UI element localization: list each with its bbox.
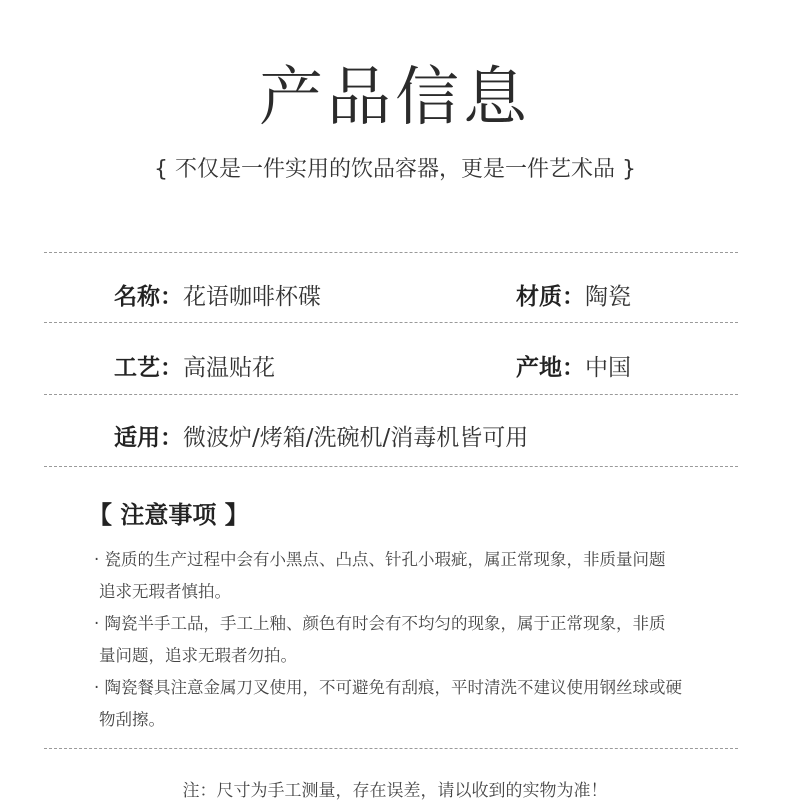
divider [44,322,738,323]
notes-heading: 【 注意事项 】 [88,501,249,529]
spec-material-value: 陶瓷 [585,284,631,310]
note-line: 物刮擦。 [99,710,165,729]
note-line: 量问题，追求无瑕者勿拍。 [99,646,297,665]
footer-note: 注：尺寸为手工测量，存在误差，请以收到的实物为准！ [182,781,608,801]
spec-origin [516,351,631,385]
spec-name [114,280,321,314]
page-title: 产品信息 [259,61,531,135]
divider [44,394,738,395]
spec-usage-label: 适用： [114,425,183,451]
divider [44,466,738,467]
spec-material-label: 材质： [516,284,585,310]
note-item [94,544,754,608]
note-line: · 瓷质的生产过程中会有小黑点、凸点、针孔小瑕疵，属正常现象，非质量问题 [94,550,666,569]
spec-usage-value: 微波炉/烤箱/洗碗机/消毒机皆可用 [183,425,529,451]
divider [44,748,738,749]
spec-name-label: 名称： [114,284,183,310]
spec-craft-value: 高温贴花 [183,355,275,381]
note-line: · 陶瓷半手工品，手工上釉、颜色有时会有不均匀的现象，属于正常现象，非质 [94,614,666,633]
spec-origin-value: 中国 [585,355,631,381]
note-line: 追求无瑕者慎拍。 [99,582,231,601]
note-line: · 陶瓷餐具注意金属刀叉使用，不可避免有刮痕，平时清洗不建议使用钢丝球或硬 [94,678,682,697]
note-item [94,672,754,736]
spec-name-value: 花语咖啡杯碟 [183,284,321,310]
note-item [94,608,754,672]
divider [44,252,738,253]
spec-material [516,280,631,314]
page-subtitle: { 不仅是一件实用的饮品容器，更是一件艺术品 } [154,157,636,182]
spec-craft-label: 工艺： [114,355,183,381]
spec-usage [114,421,528,455]
spec-craft [114,351,275,385]
spec-origin-label: 产地： [516,355,585,381]
